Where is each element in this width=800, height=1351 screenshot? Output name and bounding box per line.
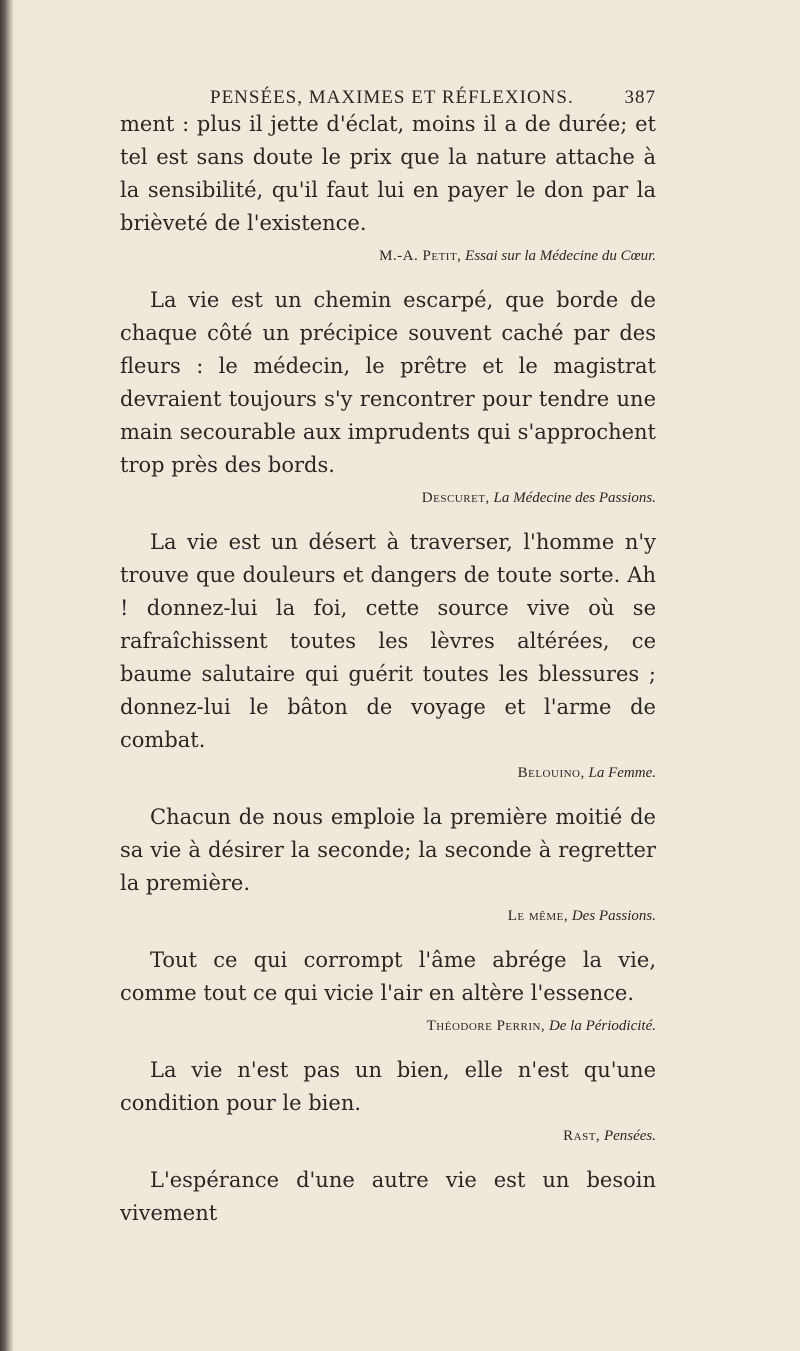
quote-author: M.-A. Petit,: [379, 248, 462, 264]
quote-source: La Médecine des Passions.: [493, 490, 656, 506]
page-body: [120, 108, 656, 1230]
quote-author: Le même,: [507, 908, 569, 924]
quote-attribution: [120, 904, 656, 928]
quote-source: Essai sur la Médecine du Cœur.: [465, 248, 656, 264]
quote-author: Rast,: [563, 1128, 601, 1144]
trailing-text: L'espérance d'une autre vie est un besoin vivement: [120, 1168, 656, 1225]
quote-text: La vie n'est pas un bien, elle n'est qu'une condition pour le bien.: [120, 1058, 656, 1115]
quote-source: Des Passions.: [571, 908, 656, 924]
quote-text: La vie est un désert à traverser, l'homme n'y trouve que douleurs et dangers de toute sorte. Ah ! donnez-lui la foi, cette source vive où se rafraîchissent toutes les lèvres altérées, ce baume salutaire qui guérit toutes les blessures ; donnez-lui le bâton de voyage et l'arme de combat.: [120, 530, 656, 752]
running-title: PENSÉES, MAXIMES ET RÉFLEXIONS.: [210, 87, 574, 108]
quote-attribution: [120, 1014, 656, 1038]
quote-attribution: [120, 761, 656, 785]
quote-attribution: [120, 1124, 656, 1148]
quote-attribution: [120, 486, 656, 510]
quote-source: Pensées.: [603, 1128, 656, 1144]
quote-source: De la Périodicité.: [548, 1018, 656, 1034]
binding-edge: [0, 0, 14, 1351]
quote-author: Descuret,: [421, 490, 490, 506]
quote-author: Théodore Perrin,: [426, 1018, 546, 1034]
quote-text: La vie est un chemin escarpé, que borde de chaque côté un précipice souvent caché par des fleurs : le médecin, le prêtre et le magistrat devraient toujours s'y rencontrer pour tendre une main secourable aux imprudents qui s'approchent trop près des bords.: [120, 288, 656, 477]
quote-text: Tout ce qui corrompt l'âme abrége la vie, comme tout ce qui vicie l'air en altère l'essence.: [120, 948, 656, 1005]
quote-text: ment : plus il jette d'éclat, moins il a de durée; et tel est sans doute le prix que la nature attache à la sensibilité, qu'il faut lui en payer le don par la brièveté de l'existence.: [120, 112, 656, 235]
quote-source: La Femme.: [588, 765, 656, 781]
quote-text: Chacun de nous emploie la première moitié de sa vie à désirer la seconde; la seconde à regretter la première.: [120, 805, 656, 895]
page-number: 387: [624, 87, 656, 108]
quote-attribution: [120, 244, 656, 268]
quote-author: Belouino,: [517, 765, 585, 781]
